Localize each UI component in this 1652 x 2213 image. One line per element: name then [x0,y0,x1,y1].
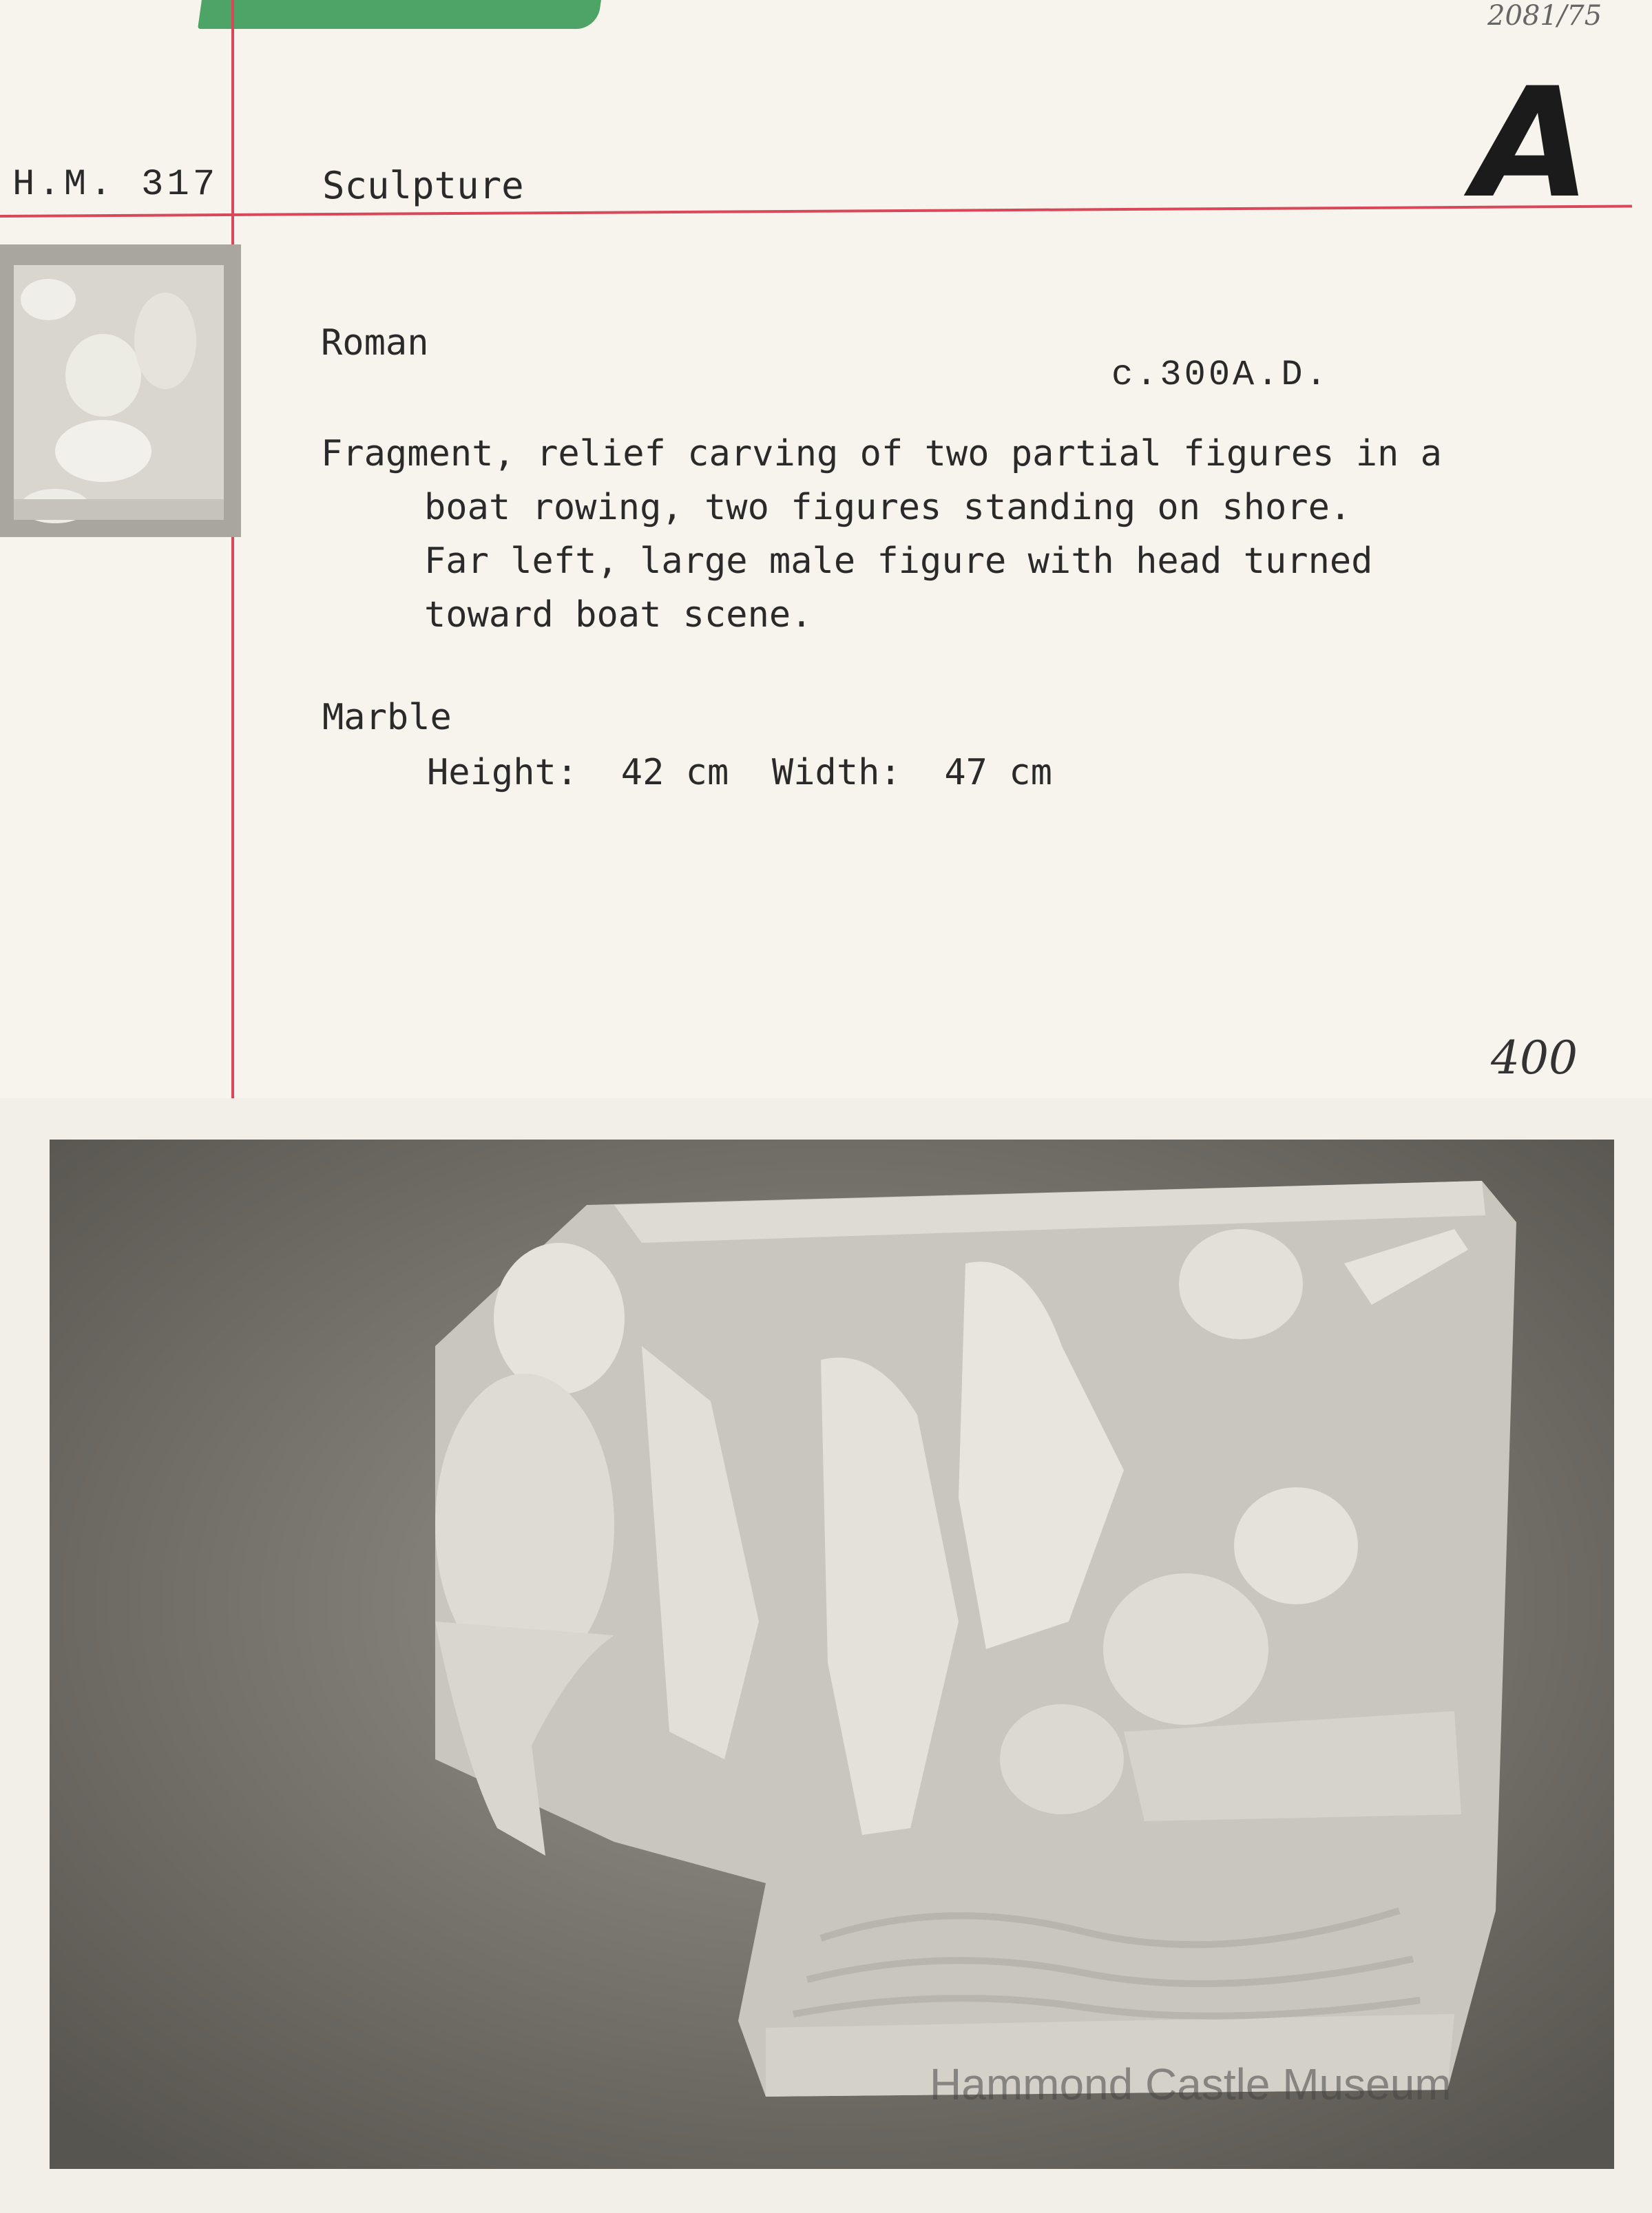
handwritten-letter: A [1474,55,1591,231]
description [321,427,1533,642]
description-line: toward boat scene. [424,594,813,636]
thumbnail-photo [0,244,241,537]
description-line: Fragment, relief carving of two partial figures in a [321,433,1442,474]
green-marker-strip [198,0,601,29]
category-label: Sculpture [322,164,524,207]
red-vertical-rule [231,0,234,1098]
red-horizontal-rule [0,205,1632,218]
watermark: Hammond Castle Museum [930,2059,1452,2109]
dimensions-label: Height: 42 cm Width: 47 cm [427,752,1052,793]
relief-sculpture-image [50,1140,1614,2169]
handwritten-price: 400 [1491,1031,1578,1084]
accession-number: H.M. 317 [12,164,219,206]
handwritten-top-note: 2081/75 [1487,0,1602,32]
culture-label: Roman [321,322,429,364]
description-line: boat rowing, two figures standing on shore. [424,487,1352,528]
catalog-card [0,0,1652,1098]
date-label: c.300A.D. [1111,355,1330,395]
description-line: Far left, large male figure with head turned [424,541,1373,582]
material-label: Marble [322,697,452,738]
thumbnail-relief-image [0,244,241,537]
relief-photograph [50,1140,1614,2169]
